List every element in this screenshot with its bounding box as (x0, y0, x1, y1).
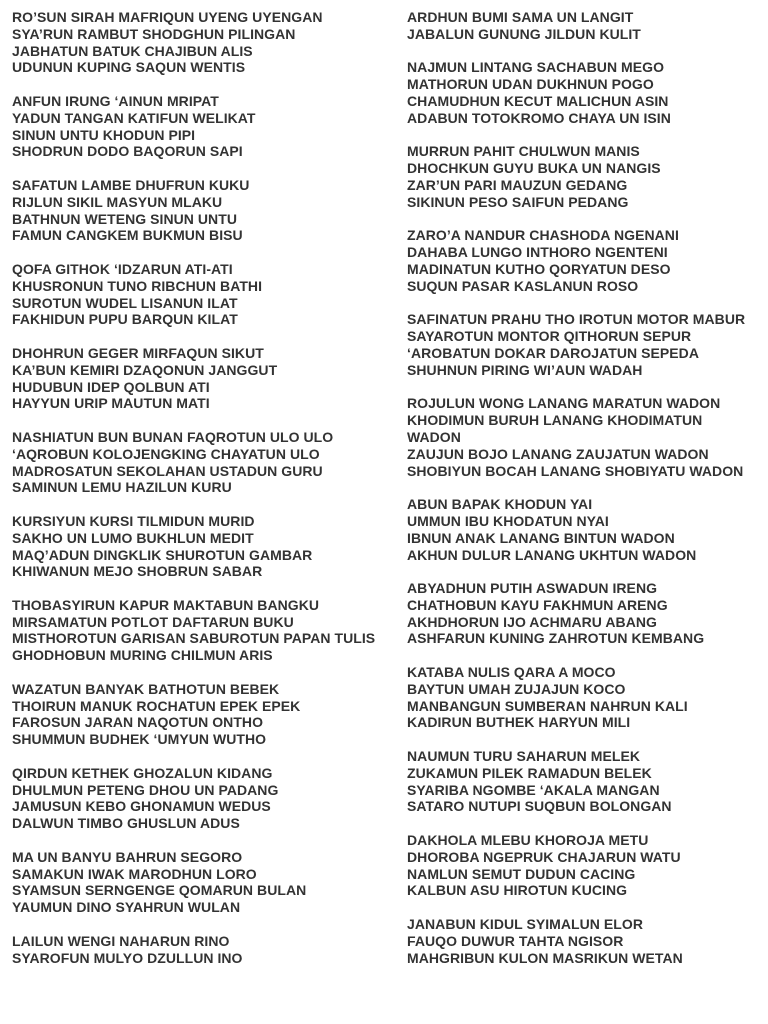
verse-line: SINUN UNTU KHODUN PIPI (12, 126, 196, 143)
verse-line: ZARO’A NANDUR CHASHODA NGENANI (407, 227, 679, 244)
verse-line: ANFUN IRUNG ‘AINUN MRIPAT (12, 92, 219, 109)
verse-line: SAMAKUN IWAK MARODHUN LORO (12, 865, 257, 882)
verse-line: ‘AQROBUN KOLOJENGKING CHAYATUN ULO (12, 445, 320, 462)
verse-line: HUDUBUN IDEP QOLBUN ATI (12, 378, 210, 395)
verse-line: AKHUN DULUR LANANG UKHTUN WADON (407, 546, 697, 563)
verse-line: JANABUN KIDUL SYIMALUN ELOR (407, 916, 643, 933)
verse-line: FAUQO DUWUR TAHTA NGISOR (407, 932, 624, 949)
verse-line: MISTHOROTUN GARISAN SABUROTUN PAPAN TULIS (12, 630, 376, 647)
verse-line: NAUMUN TURU SAHARUN MELEK (407, 748, 641, 765)
verse-line: MATHORUN UDAN DUKHNUN POGO (407, 76, 654, 93)
verse-stanza (407, 59, 757, 126)
verse-stanza (12, 93, 382, 160)
verse-line: SHODRUN DODO BAQORUN SAPI (12, 143, 243, 160)
verse-line: ‘AROBATUN DOKAR DAROJATUN SEPEDA (407, 344, 699, 361)
verse-line: SUROTUN WUDEL LISANUN ILAT (12, 294, 238, 311)
verse-line: NAJMUN LINTANG SACHABUN MEGO (407, 59, 665, 76)
verse-stanza (12, 9, 382, 76)
verse-stanza (407, 664, 757, 731)
verse-line: MIRSAMATUN POTLOT DAFTARUN BUKU (12, 613, 294, 630)
verse-line: MADROSATUN SEKOLAHAN USTADUN GURU (12, 462, 323, 479)
verse-line: JAMUSUN KEBO GHONAMUN WEDUS (12, 798, 271, 815)
verse-line: BATHNUN WETENG SINUN UNTU (12, 210, 237, 227)
verse-line: ABUN BAPAK KHODUN YAI (407, 496, 593, 513)
verse-line: JABHATUN BATUK CHAJIBUN ALIS (12, 42, 253, 59)
verse-line: ARDHUN BUMI SAMA UN LANGIT (407, 9, 634, 25)
verse-line: SATARO NUTUPI SUQBUN BOLONGAN (407, 798, 672, 815)
verse-line: QIRDUN KETHEK GHOZALUN KIDANG (12, 764, 273, 781)
verse-line: NAMLUN SEMUT DUDUN CACING (407, 865, 636, 882)
verse-line: YAUMUN DINO SYAHRUN WULAN (12, 899, 241, 916)
verse-line: SIKINUN PESO SAIFUN PEDANG (407, 193, 629, 210)
verse-stanza (407, 311, 757, 378)
verse-line: ZUKAMUN PILEK RAMADUN BELEK (407, 764, 652, 781)
verse-line: FAMUN CANGKEM BUKMUN BISU (12, 227, 243, 244)
verse-stanza (407, 916, 757, 966)
verse-line: IBNUN ANAK LANANG BINTUN WADON (407, 529, 675, 546)
verse-line: MURRUN PAHIT CHULWUN MANIS (407, 143, 640, 160)
verse-line: LAILUN WENGI NAHARUN RINO (12, 932, 230, 949)
verse-stanza (12, 849, 382, 916)
verse-line: ZAR’UN PARI MAUZUN GEDANG (407, 176, 628, 193)
verse-line: KHUSRONUN TUNO RIBCHUN BATHI (12, 277, 263, 294)
verse-line: SHUMMUN BUDHEK ‘UMYUN WUTHO (12, 731, 267, 748)
verse-stanza (12, 765, 382, 832)
verse-line: KALBUN ASU HIROTUN KUCING (407, 882, 628, 899)
verse-stanza (407, 395, 757, 479)
verse-line: FAROSUN JARAN NAQOTUN ONTHO (12, 714, 264, 731)
verse-line: SAKHO UN LUMO BUKHLUN MEDIT (12, 529, 254, 546)
verse-line: SYARIBA NGOMBE ‘AKALA MANGAN (407, 781, 660, 798)
verse-line: DHOROBA NGEPRUK CHAJARUN WATU (407, 848, 681, 865)
verse-stanza (12, 261, 382, 328)
verse-stanza (12, 933, 382, 967)
verse-stanza (407, 496, 757, 563)
verse-line: MADINATUN KUTHO QORYATUN DESO (407, 260, 671, 277)
verse-stanza (12, 429, 382, 496)
verse-line: CHAMUDHUN KECUT MALICHUN ASIN (407, 92, 669, 109)
verse-stanza (407, 227, 757, 294)
verse-line: GHODHOBUN MURING CHILMUN ARIS (12, 647, 273, 664)
verse-line: ROJULUN WONG LANANG MARATUN WADON (407, 395, 721, 412)
verse-line: THOIRUN MANUK ROCHATUN EPEK EPEK (12, 697, 301, 714)
verse-line: HAYYUN URIP MAUTUN MATI (12, 395, 210, 412)
verse-line: DHOHRUN GEGER MIRFAQUN SIKUT (12, 344, 264, 361)
verse-line: DHOCHKUN GUYU BUKA UN NANGIS (407, 160, 661, 177)
verse-line: DALWUN TIMBO GHUSLUN ADUS (12, 815, 240, 832)
verse-line: DHULMUN PETENG DHOU UN PADANG (12, 781, 279, 798)
verse-line: MAHGRIBUN KULON MASRIKUN WETAN (407, 949, 683, 966)
verse-line: SAMINUN LEMU HAZILUN KURU (12, 479, 232, 496)
verse-line: ZAUJUN BOJO LANANG ZAUJATUN WADON (407, 445, 709, 462)
verse-stanza (12, 681, 382, 748)
verse-stanza (407, 580, 757, 647)
verse-line: THOBASYIRUN KAPUR MAKTABUN BANGKU (12, 596, 320, 613)
verse-line: DAKHOLA MLEBU KHOROJA METU (407, 832, 649, 849)
verse-line: MAQ’ADUN DINGKLIK SHUROTUN GAMBAR (12, 546, 313, 563)
verse-line: KA’BUN KEMIRI DZAQONUN JANGGUT (12, 361, 278, 378)
verse-stanza (12, 513, 382, 580)
verse-line: RO’SUN SIRAH MAFRIQUN UYENG UYENGAN (12, 9, 323, 25)
verse-line: QOFA GITHOK ‘IDZARUN ATI-ATI (12, 260, 233, 277)
left-column (12, 9, 382, 983)
verse-line: MANBANGUN SUMBERAN NAHRUN KALI (407, 697, 688, 714)
verse-line: KURSIYUN KURSI TILMIDUN MURID (12, 512, 255, 529)
verse-stanza (12, 177, 382, 244)
verse-line: KHIWANUN MEJO SHOBRUN SABAR (12, 563, 263, 580)
verse-line: SHOBIYUN BOCAH LANANG SHOBIYATU WADON (407, 462, 744, 479)
verse-line: RIJLUN SIKIL MASYUN MLAKU (12, 193, 223, 210)
verse-line: KHODIMUN BURUH LANANG KHODIMATUN WADON (407, 412, 703, 445)
verse-stanza (407, 143, 757, 210)
verse-line: BAYTUN UMAH ZUJAJUN KOCO (407, 680, 626, 697)
verse-line: SAFINATUN PRAHU THO IROTUN MOTOR MABUR (407, 311, 746, 328)
verse-stanza (407, 748, 757, 815)
verse-line: FAKHIDUN PUPU BARQUN KILAT (12, 311, 238, 328)
verse-line: SHUHNUN PIRING WI’AUN WADAH (407, 361, 643, 378)
verse-stanza (407, 832, 757, 899)
verse-line: SAFATUN LAMBE DHUFRUN KUKU (12, 176, 250, 193)
verse-line: UMMUN IBU KHODATUN NYAI (407, 512, 609, 529)
verse-line: SYAMSUN SERNGENGE QOMARUN BULAN (12, 882, 307, 899)
verse-line: UDUNUN KUPING SAQUN WENTIS (12, 59, 246, 76)
verse-line: CHATHOBUN KAYU FAKHMUN ARENG (407, 596, 668, 613)
verse-stanza (12, 345, 382, 412)
verse-stanza (12, 597, 382, 664)
verse-line: NASHIATUN BUN BUNAN FAQROTUN ULO ULO (12, 428, 334, 445)
verse-line: ASHFARUN KUNING ZAHROTUN KEMBANG (407, 630, 705, 647)
verse-line: JABALUN GUNUNG JILDUN KULIT (407, 25, 641, 42)
verse-line: ABYADHUN PUTIH ASWADUN IRENG (407, 580, 658, 597)
verse-line: ADABUN TOTOKROMO CHAYA UN ISIN (407, 109, 671, 126)
verse-line: DAHABA LUNGO INTHORO NGENTENI (407, 244, 668, 261)
verse-line: SUQUN PASAR KASLANUN ROSO (407, 277, 639, 294)
verse-line: AKHDHORUN IJO ACHMARU ABANG (407, 613, 657, 630)
verse-line: SAYAROTUN MONTOR QITHORUN SEPUR (407, 328, 692, 345)
verse-line: KATABA NULIS QARA A MOCO (407, 664, 616, 681)
verse-stanza (407, 9, 757, 43)
verse-line: WAZATUN BANYAK BATHOTUN BEBEK (12, 680, 280, 697)
verse-line: SYAROFUN MULYO DZULLUN INO (12, 949, 243, 966)
verse-line: MA UN BANYU BAHRUN SEGORO (12, 848, 243, 865)
verse-line: YADUN TANGAN KATIFUN WELIKAT (12, 109, 256, 126)
verse-line: KADIRUN BUTHEK HARYUN MILI (407, 714, 631, 731)
right-column (407, 9, 757, 983)
verse-line: SYA’RUN RAMBUT SHODGHUN PILINGAN (12, 25, 296, 42)
